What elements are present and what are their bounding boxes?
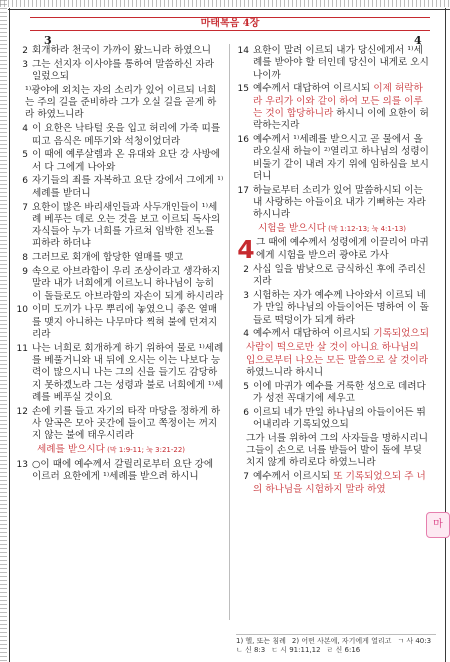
page-number-left: 3: [44, 34, 52, 47]
verse-text: 하늘로부터 소리가 있어 말씀하시되 이는 내 사랑하는 아들이요 내가 기뻐하는 자라 하시니라: [253, 184, 426, 221]
verse-number: 14: [237, 46, 249, 56]
verse-text: 예수께서 ¹⁾세례를 받으시고 곧 물에서 올라오실새 하늘이 ²⁾열리고 하나님의 성령이 비둘기 같이 내려 자기 위에 임하심을 보시더니: [253, 134, 429, 182]
page-number-right: 4: [414, 34, 422, 47]
verse: [236, 134, 431, 183]
section-heading: 세례를 받으시다 (막 1:9-11; 눅 3:21-22): [37, 444, 186, 456]
verse-number: 7: [243, 472, 249, 483]
chapter-number: 4: [237, 235, 255, 265]
quote-text: [246, 342, 431, 379]
quote-text: [246, 433, 431, 470]
verse-text: ○이 때에 예수께서 갈릴리로부터 요단 강에 이르러 요한에게 ¹⁾세례를 받으려 하시니: [32, 458, 214, 482]
verse-text-plain: 예수께서 대답하여 이르시되: [253, 328, 374, 340]
verse-text: [253, 471, 431, 496]
verse-text-plain: 예수께서 대답하여 이르시되: [253, 83, 374, 95]
verse-number: 2: [22, 46, 28, 56]
verse-number: 4: [243, 329, 249, 340]
verse-text: 그 때에 예수께서 성령에게 이끌리어 마귀에게 시험을 받으러 광야로 가사: [256, 237, 429, 261]
verse-text: 이 때에 예루살렘과 온 유대와 요단 강 사방에서 다 그에게 나아와: [32, 149, 221, 173]
verse: [236, 381, 431, 406]
quoted-scripture: [15, 85, 224, 122]
book-index-tab[interactable]: 마: [426, 512, 450, 538]
verse: [15, 149, 224, 174]
verse-number: 3: [22, 59, 28, 70]
verse-text: 그러므로 회개에 합당한 열매를 맺고: [32, 252, 184, 264]
verse-text: 자기들의 죄를 자복하고 요단 강에서 그에게 ¹⁾세례를 받더니: [32, 175, 224, 199]
verse-text: 요한이 많은 바리새인들과 사두개인들이 ¹⁾세례 베푸는 데로 오는 것을 보고 이르되 독사의 자식들아 누가 너희를 가르쳐 임박한 진노를 피하라 하더냐: [32, 201, 221, 250]
verse-text: 회개하라 천국이 가까이 왔느니라 하였으니: [32, 45, 212, 56]
verse-number: 16: [237, 135, 249, 146]
words-of-jesus: 기록되었으되: [373, 328, 429, 340]
verse-text-plain: 예수께서 이르시되: [253, 471, 334, 483]
cross-reference: (막 1:9-11; 눅 3:21-22): [104, 446, 186, 455]
verse-number: 10: [16, 305, 28, 316]
verse-text: 이에 마귀가 예수를 거룩한 성으로 데려다가 성전 꼭대기에 세우고: [253, 380, 426, 404]
verse-number: 5: [22, 150, 28, 161]
verse-number: 6: [243, 407, 249, 418]
right-column: [236, 45, 431, 497]
verse-text: [253, 83, 431, 132]
verse: [15, 59, 224, 84]
verse-number: 13: [16, 459, 28, 470]
verse-number: 15: [237, 84, 249, 95]
verse: [236, 45, 431, 82]
verse-text: 사십 일을 밤낮으로 금식하신 후에 주리신지라: [253, 263, 426, 288]
verse: [236, 185, 431, 222]
left-ruler: [0, 0, 7, 662]
quote-text: [25, 85, 224, 122]
verse-text: 그는 선지자 이사야를 통하여 말씀하신 자라 일렀으되: [32, 58, 215, 83]
verse-text: 속으로 아브라함이 우리 조상이라고 생각하지 말라 내가 너희에게 이르노니 하나님이 능히 이 돌들로도 아브라함의 자손이 되게 하시리라: [32, 266, 224, 302]
verse-text: 이미 도끼가 나무 뿌리에 놓였으니 좋은 열매를 맺지 아니하는 나무마다 찍혀 불에 던져지리라: [32, 304, 218, 341]
verse-number: 8: [22, 253, 28, 264]
footnote-c: ㄱ 사 40:3: [397, 637, 432, 645]
crop-line-left: [9, 8, 10, 662]
verse-text-tail: 하시니 이에 요한이 허락하는지라: [253, 107, 429, 132]
quote-body: 그가 너를 위하여 그의 사자들을 명하시리니 그들이 손으로 너를 받들어 발이 돌에 부딪치지 않게 하리로다 하였느니라: [246, 432, 429, 469]
verse: [236, 264, 431, 289]
quote-body: 사람이 떡으로만 살 것이 아니요 하나님의 입으로부터 나오는 모든 말씀으로 살 것이라: [246, 342, 429, 366]
verse-text: 이르되 네가 만일 하나님의 아들이어든 뛰어내리라 기록되었으되: [253, 406, 426, 431]
verse-number: 17: [237, 185, 249, 196]
column-divider: [229, 44, 230, 620]
cross-reference: (막 1:12-13; 눅 4:1-13): [325, 225, 407, 234]
verse-text: 손에 키를 들고 자기의 타작 마당을 정하게 하사 알곡은 모아 곳간에 들이고 쪽정이는 꺼지지 않는 불에 태우시리라: [32, 405, 221, 442]
footnote-a: 1) 헬, 또는 침례: [236, 637, 286, 645]
verse-text: 나는 너희로 회개하게 하기 위하여 물로 ¹⁾세례를 베풀거니와 내 뒤에 오시는 이는 나보다 능력이 많으시니 나는 그의 신을 들기도 감당하지 못하겠노라 그는 성령과 불로 너희에게 ¹⁾세례를 베푸실 것이요: [32, 342, 224, 404]
footnote-row: [236, 637, 436, 646]
footnote-c: ㄹ 신 6:16: [326, 646, 361, 654]
verse-text: 시험하는 자가 예수께 나아와서 이르되 네가 만일 하나님의 아들이어든 명하여 이 돌들로 떡덩이가 되게 하라: [253, 290, 429, 326]
crop-line-right: [445, 8, 446, 662]
footnote-b: 2) 어떤 사본에, 자기에게 열리고: [291, 637, 392, 645]
chapter-title: 마태복음 4장: [200, 18, 260, 29]
crop-line-top: [8, 9, 450, 10]
verse: [15, 175, 224, 200]
verse: [236, 290, 431, 327]
top-ruler: [0, 0, 450, 7]
verse: [15, 202, 224, 251]
footnote-b: ㄷ 시 91:11,12: [271, 646, 321, 654]
verse-number: 5: [243, 381, 249, 392]
section-heading: 시험을 받으시다 (막 1:12-13; 눅 4:1-13): [258, 223, 407, 235]
verse: [15, 304, 224, 341]
quoted-scripture: [236, 433, 431, 470]
verse-text: [253, 328, 431, 340]
verse-number: 6: [22, 176, 28, 187]
verse: [236, 471, 431, 496]
page-header: [30, 17, 430, 31]
verse-number: 11: [16, 343, 28, 354]
words-of-jesus: 이제 허락하라 우리가 이와 같이 하여 모든 의를 이루는 것이 합당하니라: [253, 83, 423, 119]
verse-number: 12: [16, 406, 28, 417]
verse: [236, 407, 431, 432]
left-column: [15, 45, 224, 485]
verse-number: 2: [243, 264, 249, 275]
verse: [15, 123, 224, 148]
verse: [236, 328, 431, 340]
verse: [15, 343, 224, 404]
footnote-a: ㄴ 신 8:3: [236, 646, 266, 654]
verse-number: 3: [243, 291, 249, 302]
verse: [15, 406, 224, 443]
chapter-start: [236, 235, 431, 265]
verse-text: 요한이 말려 이르되 내가 당신에게서 ¹⁾세례를 받아야 할 터인데 당신이 내게로 오시나이까: [253, 45, 429, 81]
quoted-scripture: [236, 342, 431, 379]
verse: [15, 459, 224, 484]
verse: [15, 252, 224, 264]
words-of-jesus: 또 기록되었으되 주 너의 하나님을 시험하지 말라 하였: [253, 471, 426, 495]
footnotes: [236, 634, 436, 655]
verse: [236, 83, 431, 132]
footnote-row: [236, 646, 436, 655]
verse: [15, 266, 224, 303]
verse-text: 이 요한은 낙타털 옷을 입고 허리에 가죽 띠를 띠고 음식은 메뚜기와 석청이었더라: [32, 123, 221, 147]
verse-number: 4: [22, 124, 28, 135]
verse-number: 9: [22, 267, 28, 278]
verse-number: 7: [22, 202, 28, 213]
verse: [15, 45, 224, 57]
quote-tail: 하였느니라 하시니: [246, 366, 324, 378]
quote-body: ¹⁾광야에 외치는 자의 소리가 있어 이르되 너희는 주의 길을 준비하라 그가 오실 길을 곧게 하라 하였느니라: [25, 84, 217, 121]
